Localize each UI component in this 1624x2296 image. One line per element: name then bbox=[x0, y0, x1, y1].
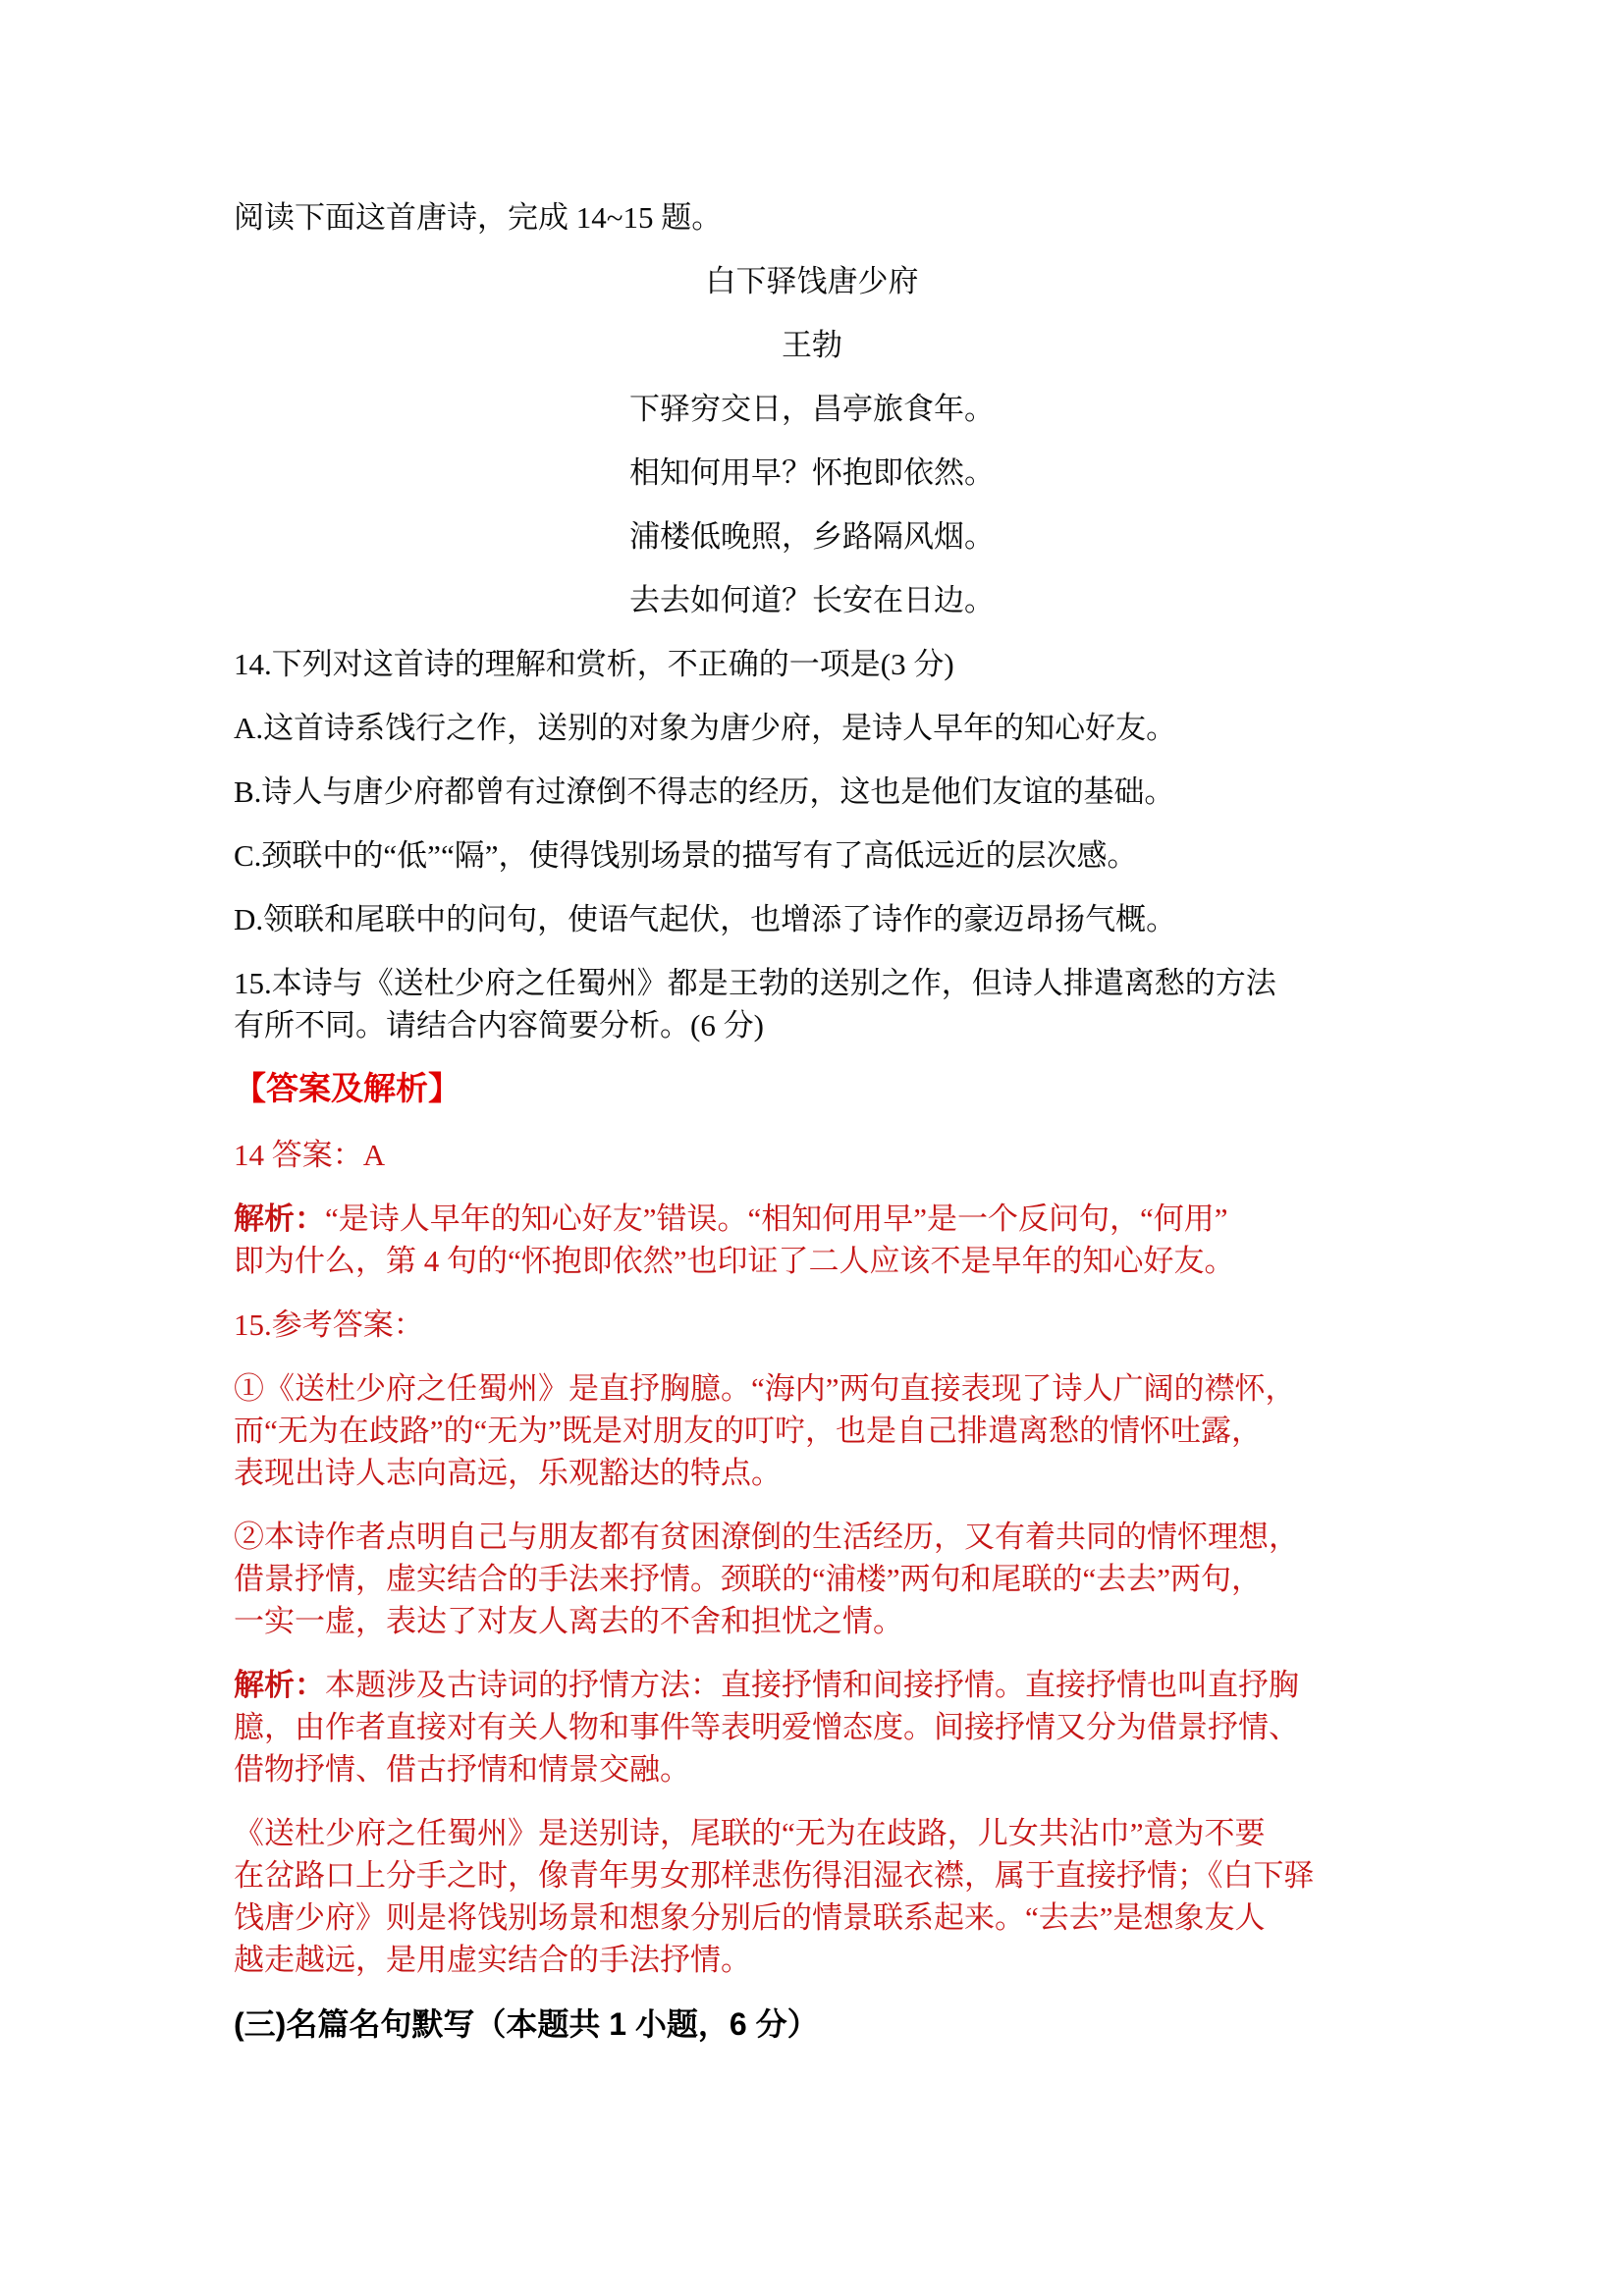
question-14-option-block bbox=[234, 771, 1390, 813]
answer-15-analysis-line-1 bbox=[234, 1664, 1390, 1706]
poem-line-4: 去去如何道？长安在日边。 bbox=[629, 583, 995, 617]
question-14-stem-block bbox=[234, 643, 1390, 685]
question-15-line-1: 15.本诗与《送杜少府之任蜀州》都是王勃的送别之作，但诗人排遣离愁的方法 bbox=[234, 966, 1276, 1000]
section-3-block bbox=[234, 2002, 1390, 2046]
question-14-stem: 14.下列对这首诗的理解和赏析，不正确的一项是(3 分) bbox=[234, 647, 954, 681]
poem-title: 白下驿饯唐少府 bbox=[705, 264, 919, 298]
answer-15-point2-block bbox=[234, 1516, 1390, 1642]
question-14-option-block bbox=[234, 834, 1390, 877]
question-14-option-c: C.颈联中的“低”“隔”，使得饯别场景的描写有了高低远近的层次感。 bbox=[234, 838, 1138, 873]
analysis-label: 解析： bbox=[234, 1201, 325, 1236]
poem-line-block bbox=[234, 579, 1390, 621]
answer-15-point2-line-2: 借景抒情，虚实结合的手法来抒情。颈联的“浦楼”两句和尾联的“去去”两句， bbox=[234, 1562, 1263, 1596]
answer-15-comparison-line-4: 越走越远，是用虚实结合的手法抒情。 bbox=[234, 1943, 751, 1977]
poem-line-3: 浦楼低晚照，乡路隔风烟。 bbox=[629, 519, 995, 554]
intro-line: 阅读下面这首唐诗，完成 14~15 题。 bbox=[234, 200, 723, 235]
answer-14-analysis-line-2: 即为什么，第 4 句的“怀抱即依然”也印证了二人应该不是早年的知心好友。 bbox=[234, 1244, 1235, 1278]
answer-14-analysis-block bbox=[234, 1198, 1390, 1282]
answer-15-analysis-line-3: 借物抒情、借古抒情和情景交融。 bbox=[234, 1752, 690, 1787]
answer-14-analysis-line-1 bbox=[234, 1198, 1390, 1240]
section-3-heading: (三)名篇名句默写（本题共 1 小题，6 分） bbox=[234, 2006, 819, 2042]
answer-15-comparison-line-3: 饯唐少府》则是将饯别场景和想象分别后的情景联系起来。“去去”是想象友人 bbox=[234, 1900, 1266, 1935]
poem-author: 王勃 bbox=[782, 328, 842, 362]
question-14-option-d: D.领联和尾联中的问句，使语气起伏，也增添了诗作的豪迈昂扬气概。 bbox=[234, 902, 1177, 936]
answer-15-analysis-text: 本题涉及古诗词的抒情方法：直接抒情和间接抒情。直接抒情也叫直抒胸 bbox=[325, 1668, 1299, 1702]
poem-title-block bbox=[234, 260, 1390, 302]
answer-15-analysis-block bbox=[234, 1664, 1390, 1790]
answer-15-ref-block bbox=[234, 1304, 1390, 1346]
question-14-option-a: A.这首诗系饯行之作，送别的对象为唐少府，是诗人早年的知心好友。 bbox=[234, 711, 1177, 745]
poem-line-block bbox=[234, 452, 1390, 494]
answer-14: 14 答案：A bbox=[234, 1138, 386, 1172]
answer-15-point1-line-1: ①《送杜少府之任蜀州》是直抒胸臆。“海内”两句直接表现了诗人广阔的襟怀， bbox=[234, 1371, 1296, 1406]
answer-15-analysis-line-2: 臆，由作者直接对有关人物和事件等表明爱憎态度。间接抒情又分为借景抒情、 bbox=[234, 1710, 1299, 1744]
answer-14-analysis-text: “是诗人早年的知心好友”错误。“相知何用早”是一个反问句，“何用” bbox=[325, 1201, 1228, 1236]
answer-14-block bbox=[234, 1134, 1390, 1176]
analysis-label: 解析： bbox=[234, 1668, 325, 1702]
answer-key-header-block bbox=[234, 1068, 1390, 1112]
question-14-option-b: B.诗人与唐少府都曾有过潦倒不得志的经历，这也是他们友谊的基础。 bbox=[234, 774, 1175, 809]
question-15-line-2: 有所不同。请结合内容简要分析。(6 分) bbox=[234, 1008, 764, 1042]
poem-line-1: 下驿穷交日，昌亭旅食年。 bbox=[629, 392, 995, 426]
answer-15-comparison-line-1: 《送杜少府之任蜀州》是送别诗，尾联的“无为在歧路，儿女共沾巾”意为不要 bbox=[234, 1816, 1266, 1850]
answer-15-point1-block bbox=[234, 1367, 1390, 1494]
question-15-block bbox=[234, 962, 1390, 1046]
poem-author-block bbox=[234, 324, 1390, 366]
poem-line-block bbox=[234, 388, 1390, 430]
answer-15-comparison-line-2: 在岔路口上分手之时，像青年男女那样悲伤得泪湿衣襟，属于直接抒情；《白下驿 bbox=[234, 1858, 1315, 1893]
question-14-option-block bbox=[234, 898, 1390, 940]
intro-block bbox=[234, 196, 1390, 239]
poem-line-block bbox=[234, 515, 1390, 558]
answer-key-header: 【答案及解析】 bbox=[234, 1072, 460, 1107]
answer-15-point1-line-2: 而“无为在歧路”的“无为”既是对朋友的叮咛，也是自己排遣离愁的情怀吐露， bbox=[234, 1414, 1263, 1448]
answer-15-point2-line-3: 一实一虚，表达了对友人离去的不舍和担忧之情。 bbox=[234, 1604, 903, 1638]
answer-15-point2-line-1: ②本诗作者点明自己与朋友都有贫困潦倒的生活经历，又有着共同的情怀理想， bbox=[234, 1520, 1299, 1554]
answer-15-ref-label: 15.参考答案： bbox=[234, 1308, 424, 1342]
question-14-option-block bbox=[234, 707, 1390, 749]
poem-line-2: 相知何用早？怀抱即依然。 bbox=[629, 455, 995, 490]
answer-15-point1-line-3: 表现出诗人志向高远，乐观豁达的特点。 bbox=[234, 1456, 782, 1490]
answer-15-comparison-block bbox=[234, 1812, 1390, 1981]
